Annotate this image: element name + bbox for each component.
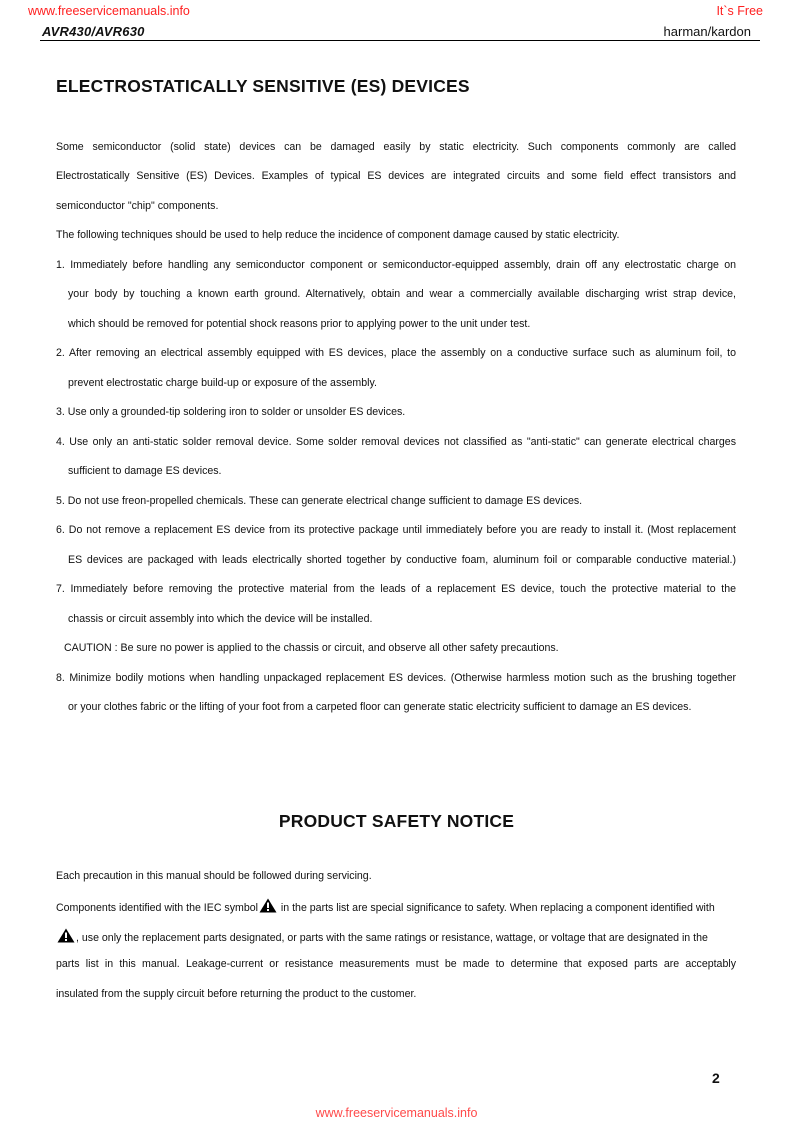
es-item-6-line: 6. Do not remove a replacement ES device from its protective package until immediately before you are ready to install it. (Most replacement	[56, 524, 736, 536]
es-lead-line: The following techniques should be used to help reduce the incidence of component damage caused by static electricity.	[56, 229, 620, 241]
es-item-7-line: chassis or circuit assembly into which the device will be installed.	[68, 613, 373, 625]
safety-section-title: PRODUCT SAFETY NOTICE	[278, 811, 515, 831]
site-watermark-bottom[interactable]: www.freeservicemanuals.info	[315, 1106, 478, 1120]
warning-triangle-icon	[57, 928, 75, 943]
es-item-5-line: 5. Do not use freon-propelled chemicals. These can generate electrical change sufficient to damage ES devices.	[56, 495, 583, 507]
es-item-4-line: 4. Use only an anti-static solder removal device. Some solder removal devices not classified as "anti-static" can generate electrical charges	[56, 436, 736, 448]
model-name: AVR430/AVR630	[42, 24, 145, 39]
page-number: 2	[712, 1070, 720, 1086]
safety-line: parts list in this manual. Leakage-current or resistance measurements must be made to determine that exposed parts are acceptably	[56, 958, 736, 970]
es-section-title: ELECTROSTATICALLY SENSITIVE (ES) DEVICES	[56, 76, 470, 96]
safety-line: Each precaution in this manual should be followed during servicing.	[56, 870, 372, 882]
es-item-8-line: or your clothes fabric or the lifting of your foot from a carpeted floor can generate static electricity sufficient to damage an ES devices.	[68, 701, 692, 713]
es-item-2-line: 2. After removing an electrical assembly equipped with ES devices, place the assembly on a conductive surface such as aluminum foil, to	[56, 347, 736, 359]
caution-label: CAUTION :	[64, 642, 118, 654]
es-intro-line: Some semiconductor (solid state) devices can be damaged easily by static electricity. Such components commonly are called	[56, 141, 736, 153]
es-item-8-line: 8. Minimize bodily motions when handling unpackaged replacement ES devices. (Otherwise harmless motion such as the brushing together	[56, 672, 736, 684]
es-item-4-line: sufficient to damage ES devices.	[68, 465, 222, 477]
es-item-7-line: 7. Immediately before removing the protective material from the leads of a replacement ES device, touch the protective material to the	[56, 583, 736, 595]
es-item-1-line: 1. Immediately before handling any semiconductor component or semiconductor-equipped assembly, drain off any electrostatic charge on	[56, 259, 736, 271]
brand-name: harman/kardon	[663, 24, 751, 39]
es-intro-line: semiconductor "chip" components.	[56, 200, 219, 212]
es-item-6-line: ES devices are packaged with leads electrically shorted together by conductive foam, aluminum foil or comparable conductive material.)	[68, 554, 736, 566]
header-rule	[40, 40, 760, 41]
warning-triangle-icon	[259, 898, 277, 913]
caution-text: Be sure no power is applied to the chassis or circuit, and observe all other safety precautions.	[117, 642, 559, 654]
caution-line	[64, 641, 736, 655]
free-label: It`s Free	[716, 4, 763, 18]
safety-line-part: , use only the replacement parts designated, or parts with the same ratings or resistance, wattage, or voltage that are designated in the	[76, 932, 708, 944]
safety-line-part: Components identified with the IEC symbol	[56, 902, 258, 914]
es-intro-line: Electrostatically Sensitive (ES) Devices. Examples of typical ES devices are integrated circuits and some field effect transistors and	[56, 170, 736, 182]
safety-line: insulated from the supply circuit before returning the product to the customer.	[56, 988, 417, 1000]
es-item-1-line: your body by touching a known earth ground. Alternatively, obtain and wear a commercially available discharging wrist strap device,	[68, 288, 736, 300]
safety-line-part: in the parts list are special significance to safety. When replacing a component identified with	[277, 902, 715, 914]
es-item-1-line: which should be removed for potential shock reasons prior to applying power to the unit under test.	[68, 318, 531, 330]
es-item-3-line: 3. Use only a grounded-tip soldering iron to solder or unsolder ES devices.	[56, 406, 406, 418]
safety-line	[56, 928, 736, 945]
site-watermark-top[interactable]: www.freeservicemanuals.info	[28, 4, 190, 18]
safety-line	[56, 898, 736, 915]
es-item-2-line: prevent electrostatic charge build-up or exposure of the assembly.	[68, 377, 377, 389]
